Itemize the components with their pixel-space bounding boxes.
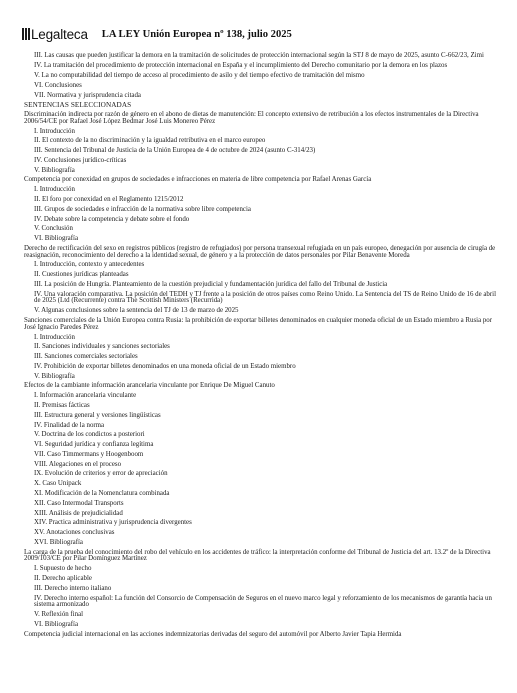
toc-subsection: III. Las causas que pueden justificar la demora en la tramitación de solicitudes de protección internacional según la STJ 8 de mayo de 2025, asunto C-662/23, Zimi	[34, 52, 484, 60]
toc-subsection: X. Caso Unipack	[34, 480, 82, 488]
toc-subsection: VI. Conclusiones	[34, 81, 82, 89]
toc-subsection: IV. Finalidad de la norma	[34, 421, 105, 429]
toc-subsection: VII. Caso Timmermans y Hoogenboom	[34, 450, 144, 458]
toc-subsection: V. Conclusión	[34, 225, 73, 233]
table-of-contents	[24, 52, 498, 640]
article-title: Efectos de la cambiante información arancelaria vinculante por Enrique De Miguel Canuto	[24, 382, 275, 390]
toc-subsection: IV. Prohibición de exportar billetes denominados en una moneda oficial de un Estado miembro	[34, 362, 296, 370]
toc-subsection: V. Bibliografía	[34, 372, 75, 380]
toc-subsection: I. Supuesto de hecho	[34, 565, 92, 573]
toc-subsection: I. Introducción	[34, 186, 75, 194]
toc-subsection: III. Estructura general y versiones lingüísticas	[34, 411, 161, 419]
toc-subsection: III. Grupos de sociedades e infracción de la normativa sobre libre competencia	[34, 205, 251, 213]
toc-subsection: XVI. Bibliografía	[34, 538, 83, 546]
toc-subsection: VIII. Alegaciones en el proceso	[34, 460, 122, 468]
article-title: Discriminación indirecta por razón de género en el abono de dietas de manutención: El concepto extensivo de retribución a los efectos instrumentales de la Directiva 2006/54/CE por Rafael José López Bedmar José Luis Monereo Pérez	[24, 111, 479, 125]
toc-subsection: II. Premisas fácticas	[34, 401, 90, 409]
toc-subsection: III. Derecho interno italiano	[34, 584, 112, 592]
toc-subsection: XI. Modificación de la Nomenclatura combinada	[34, 490, 170, 498]
section-heading: SENTENCIAS SELECCIONADAS	[24, 101, 132, 110]
toc-subsection: II. Cuestiones jurídicas planteadas	[34, 271, 129, 279]
toc-subsection: V. Doctrina de los condictos a posteriori	[34, 431, 145, 439]
toc-subsection: I. Introducción	[34, 127, 75, 135]
toc-subsection: IV. La tramitación del procedimiento de protección internacional en España y el incumplimiento del Derecho comunitario por la demora en los plazos	[34, 62, 448, 70]
toc-subsection: XII. Caso Intermodal Transports	[34, 499, 124, 507]
toc-subsection: II. Sanciones individuales y sanciones sectoriales	[34, 343, 170, 351]
toc-subsection: II. El contexto de la no discriminación y la igualdad retributiva en el marco europeo	[34, 137, 266, 145]
toc-subsection: XIV. Practica administrativa y jurisprudencia divergentes	[34, 519, 192, 527]
toc-subsection: V. La no computabilidad del tiempo de acceso al procedimiento de asilo y del tiempo efectivo de tramitación del mismo	[34, 71, 365, 79]
logo-text: Legalteca	[31, 26, 88, 42]
toc-subsection: IV. Derecho interno español: La función del Consorcio de Compensación de Seguros en el nuevo marco legal y reforzamiento de los mecanismos de garantía hacia un sistema armonizado	[34, 594, 492, 609]
page-header	[22, 26, 502, 42]
article-title: Sanciones comerciales de la Unión Europea contra Rusia: la prohibición de exportar billetes denominados en cualquier moneda oficial de un Estado miembro a Rusia por José Ignacio Paredes Pérez	[24, 317, 493, 331]
toc-subsection: XIII. Análisis de prejudicialidad	[34, 509, 123, 517]
logo-bars-icon	[22, 28, 30, 40]
toc-subsection: II. Derecho aplicable	[34, 574, 92, 582]
toc-subsection: IV. Una valoración comparativa. La posición del TEDH y TJ frente a la posición de otros países como Reino Unido. La Sentencia del TS de Reino Unido de 16 de abril de 2025 (Ltd (Recurrente) contra The Scottish Ministers (Recurrida)	[34, 290, 497, 305]
toc-subsection: II. El foro por conexidad en el Reglamento 1215/2012	[34, 196, 184, 204]
toc-subsection: IX. Evolución de criterios y error de apreciación	[34, 470, 168, 478]
toc-subsection: VII. Normativa y jurisprudencia citada	[34, 91, 141, 99]
publication-title: LA LEY Unión Europea nº 138, julio 2025	[101, 28, 292, 40]
toc-subsection: I. Introducción, contexto y antecedentes	[34, 261, 145, 269]
toc-subsection: I. Información arancelaria vinculante	[34, 392, 137, 400]
toc-subsection: V. Reflexión final	[34, 611, 84, 619]
toc-subsection: I. Introducción	[34, 333, 75, 341]
article-title: Derecho de rectificación del sexo en registros públicos (registro de refugiados) por persona transexual refugiada en un país europeo, denegación por ausencia de cirugía de reasignación, reconocimiento del derecho a la identidad sexual, de género y a la protección de datos personales por Pilar Benavente Moreda	[24, 244, 496, 259]
article-title: La carga de la prueba del conocimiento del robo del vehículo en los accidentes de tráfico: la interpretación conforme del Tribunal de Justicia del art. 13.2º de la Directiva 2009/103/CE por Pilar Domínguez Martínez	[24, 548, 491, 563]
toc-subsection: VI. Seguridad jurídica y confianza legítima	[34, 441, 154, 449]
toc-subsection: V. Bibliografía	[34, 166, 75, 174]
toc-subsection: IV. Conclusiones jurídico-críticas	[34, 156, 127, 164]
toc-subsection: XV. Anotaciones conclusivas	[34, 529, 115, 537]
article-title: Competencia judicial internacional en las acciones indemnizatorias derivadas del seguro del automóvil por Alberto Javier Tapia Hermida	[24, 630, 402, 638]
toc-subsection: V. Algunas conclusiones sobre la sentencia del TJ de 13 de marzo de 2025	[34, 307, 239, 315]
article-title: Competencia por conexidad en grupos de sociedades e infracciones en materia de libre competencia por Rafael Arenas García	[24, 176, 372, 184]
toc-subsection: IV. Debate sobre la competencia y debate sobre el fondo	[34, 215, 190, 223]
toc-subsection: VI. Bibliografía	[34, 620, 79, 628]
toc-subsection: III. Sanciones comerciales sectoriales	[34, 353, 138, 361]
toc-subsection: III. La posición de Hungría. Planteamiento de la cuestión prejudicial y fundamentación jurídica del fallo del Tribunal de Justicia	[34, 280, 388, 288]
toc-subsection: III. Sentencia del Tribunal de Justicia de la Unión Europea de 4 de octubre de 2024 (asunto C-314/23)	[34, 147, 316, 155]
legalteca-logo	[22, 27, 88, 42]
toc-subsection: VI. Bibliografía	[34, 235, 79, 243]
